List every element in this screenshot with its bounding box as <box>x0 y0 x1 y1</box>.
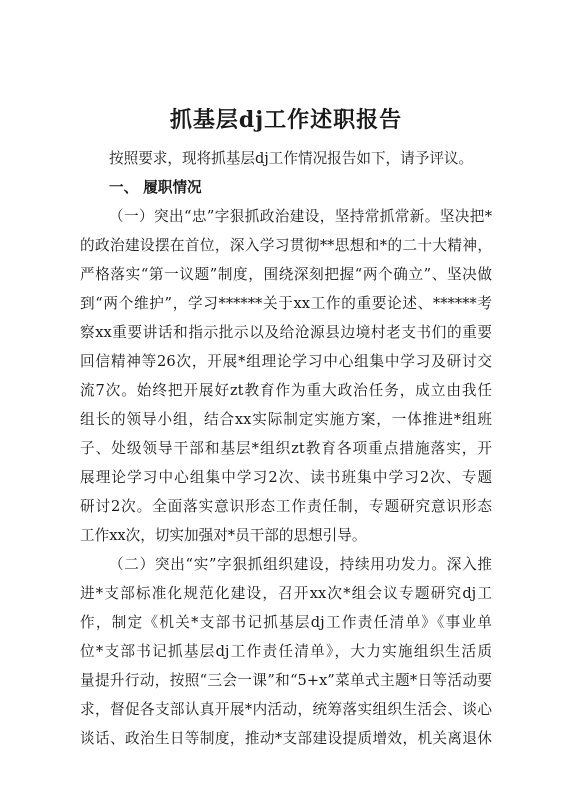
paragraph-2 <box>80 550 492 753</box>
paragraph-line: 察xx重要讲话和指示批示以及给沧源县边境村老支书们的重要 <box>80 324 492 341</box>
paragraph-line: 到“两个维护”，学习******关于xx工作的重要论述、******考 <box>80 295 492 312</box>
paragraph-1 <box>80 202 492 550</box>
paragraph-line: 量提升行动，按照“三会一课”和“5+x”菜单式主题*日等活动要 <box>80 672 492 689</box>
intro-paragraph: 按照要求，现将抓基层dj工作情况报告如下，请予评议。 <box>109 150 474 167</box>
paragraph-line: （一）突出“忠”字狠抓政治建设，坚持常抓常新。坚决把* <box>109 208 492 225</box>
section-heading: 一、 履职情况 <box>109 179 202 196</box>
paragraph-line: 位*支部书记抓基层dj工作责任清单》，大力实施组织生活质 <box>80 643 492 660</box>
paragraph-line: （二）突出“实”字狠抓组织建设，持续用功发力。深入推 <box>109 556 492 573</box>
paragraph-line: 流7次。始终把开展好zt教育作为重大政治任务，成立由我任 <box>80 382 492 399</box>
paragraph-line: 谈话、政治生日等制度，推动*支部建设提质增效，机关离退休 <box>80 730 492 747</box>
paragraph-line: 的政治建设摆在首位，深入学习贯彻**思想和*的二十大精神， <box>80 237 492 254</box>
paragraph-line: 作，制定《机关*支部书记抓基层dj工作责任清单》《事业单 <box>80 614 492 631</box>
paragraph-line: 子、处级领导干部和基层*组织zt教育各项重点措施落实，开 <box>80 440 492 457</box>
paragraph-line: 严格落实“第一议题”制度，围绕深刻把握“两个确立”、坚决做 <box>80 266 492 283</box>
paragraph-line: 回信精神等26次，开展*组理论学习中心组集中学习及研讨交 <box>80 353 492 370</box>
paragraph-line: 展理论学习中心组集中学习2次、读书班集中学习2次、专题 <box>80 469 492 486</box>
document-title: 抓基层dj工作述职报告 <box>169 107 403 133</box>
paragraph-line: 工作xx次，切实加强对*员干部的思想引导。 <box>80 527 367 544</box>
paragraph-line: 进*支部标准化规范化建设，召开xx次*组会议专题研究dj工 <box>80 585 492 602</box>
paragraph-line: 求，督促各支部认真开展*内活动，统筹落实组织生活会、谈心 <box>80 701 492 718</box>
paragraph-line: 研讨2次。全面落实意识形态工作责任制，专题研究意识形态 <box>80 498 492 515</box>
paragraph-line: 组长的领导小组，结合xx实际制定实施方案，一体推进*组班 <box>80 411 492 428</box>
